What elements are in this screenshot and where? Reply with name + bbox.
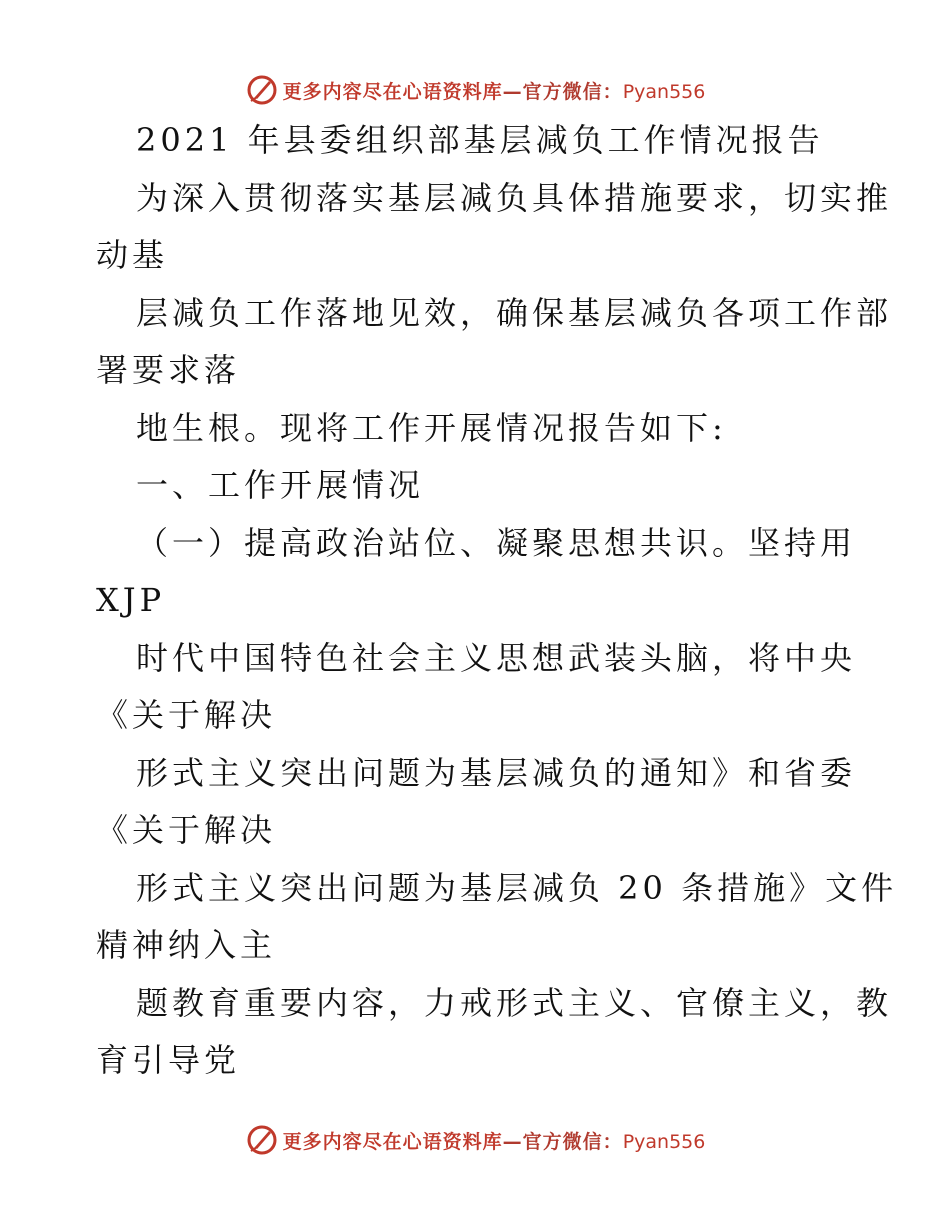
header-watermark <box>0 70 950 110</box>
document-line: 一、工作开展情况 <box>136 466 425 504</box>
watermark-brand: 更多内容尽在心语资料库 <box>282 1130 503 1153</box>
watermark-contact-id: Pyan556 <box>622 80 706 103</box>
watermark-contact-label: 官方微信： <box>522 80 623 103</box>
watermark-text <box>283 77 706 104</box>
document-line: 层减负工作落地见效，确保基层减负各项工作部 <box>136 293 893 332</box>
document-line: 题教育重要内容，力戒形式主义、官僚主义，教 <box>136 983 893 1022</box>
document-line: 育引导党 <box>96 1041 241 1079</box>
document-line: XJP <box>96 581 166 619</box>
footer-watermark <box>0 1120 950 1160</box>
document-line: 署要求落 <box>96 351 241 389</box>
watermark-contact-id: Pyan556 <box>622 1130 706 1153</box>
document-line: （一）提高政治站位、凝聚思想共识。坚持用 <box>136 523 857 562</box>
document-line: 《关于解决 <box>96 696 277 734</box>
document-line: 精神纳入主 <box>96 926 277 964</box>
document-line: 动基 <box>96 236 169 274</box>
document-line: 为深入贯彻落实基层减负具体措施要求，切实推 <box>136 178 893 217</box>
document-line: 形式主义突出问题为基层减负的通知》和省委 <box>136 753 857 792</box>
quill-logo-icon <box>245 1123 279 1157</box>
watermark-brand: 更多内容尽在心语资料库 <box>282 80 503 103</box>
document-line: 《关于解决 <box>96 811 277 849</box>
document-line: 地生根。现将工作开展情况报告如下: <box>136 408 727 447</box>
watermark-separator: — <box>502 1130 523 1153</box>
watermark-text <box>283 1127 706 1154</box>
document-line: 2021 年县委组织部基层减负工作情况报告 <box>136 121 824 159</box>
document-line: 形式主义突出问题为基层减负 20 条措施》文件 <box>136 868 898 907</box>
quill-logo-icon <box>245 73 279 107</box>
watermark-contact-label: 官方微信： <box>522 1130 623 1153</box>
watermark-separator: — <box>502 80 523 103</box>
document-line: 时代中国特色社会主义思想武装头脑，将中央 <box>136 638 857 677</box>
